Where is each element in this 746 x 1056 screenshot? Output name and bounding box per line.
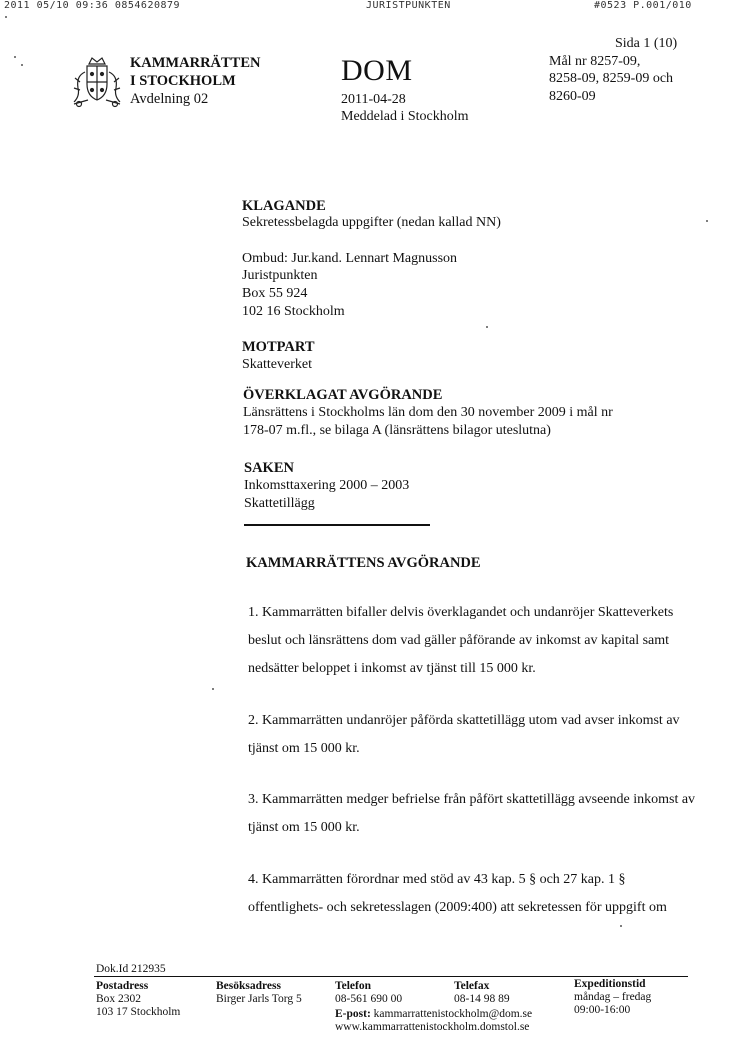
- klagande-text: Sekretessbelagda uppgifter (nedan kallad NN): [242, 215, 501, 230]
- case-number-line3: 8260-09: [549, 89, 596, 104]
- saken-line: Inkomsttaxering 2000 – 2003: [244, 478, 410, 493]
- footer-telefon: Telefon 08-561 690 00: [335, 980, 403, 1005]
- klagande-heading: KLAGANDE: [242, 198, 326, 214]
- footer-telefax: Telefax 08-14 98 89: [454, 980, 510, 1005]
- avgorande-paragraph-3: 3. Kammarrätten medger befrielse från påfört skattetillägg avseende inkomst av tjänst om 15 000 kr.: [248, 792, 696, 835]
- overklagat-heading: ÖVERKLAGAT AVGÖRANDE: [243, 387, 443, 403]
- ombud-line: Box 55 924: [242, 286, 308, 301]
- overklagat-line: Länsrättens i Stockholms län dom den 30 november 2009 i mål nr: [243, 405, 613, 420]
- document-place: Meddelad i Stockholm: [341, 109, 469, 124]
- avgorande-paragraph-4: 4. Kammarrätten förordnar med stöd av 43 kap. 5 § och 27 kap. 1 § offentlighets- och sekretesslagen (2009:400) att sekretessen för uppgift om: [248, 872, 667, 915]
- page-number: Sida 1 (10): [615, 36, 678, 51]
- fax-header-right: #0523 P.001/010: [594, 0, 692, 11]
- case-number-line1: Mål nr 8257-09,: [549, 54, 641, 69]
- saken-heading: SAKEN: [244, 460, 294, 476]
- motpart-text: Skatteverket: [242, 357, 312, 372]
- scan-speck: [212, 688, 214, 690]
- footer-postadress: Postadress Box 2302 103 17 Stockholm: [96, 980, 181, 1018]
- scan-speck: [620, 925, 622, 927]
- ombud-line: Ombud: Jur.kand. Lennart Magnusson: [242, 251, 458, 266]
- avgorande-paragraph-1: 1. Kammarrätten bifaller delvis överklagandet och undanröjer Skatteverkets beslut och länsrättens dom vad gäller påförande av inkomst av kapital samt nedsätter beloppet i inkomst av tjänst till 15 000 kr.: [248, 605, 674, 676]
- court-division: Avdelning 02: [130, 91, 209, 107]
- scan-speck: [5, 16, 7, 18]
- document-title: DOM: [341, 54, 413, 87]
- scan-speck: [21, 64, 23, 66]
- fax-header-center: JURISTPUNKTEN: [366, 0, 451, 11]
- scan-speck: [14, 56, 16, 58]
- footer-besoksadress: Besöksadress Birger Jarls Torg 5: [216, 980, 302, 1005]
- footer-expeditionstid: Expeditionstid måndag – fredag 09:00-16:00: [574, 978, 652, 1016]
- ombud-line: 102 16 Stockholm: [242, 304, 345, 319]
- avgorande-heading: KAMMARRÄTTENS AVGÖRANDE: [246, 555, 481, 571]
- section-divider: [244, 524, 430, 526]
- court-name-line1: KAMMARRÄTTEN: [130, 55, 261, 71]
- ombud-line: Juristpunkten: [242, 268, 318, 283]
- court-name-line2: I STOCKHOLM: [130, 73, 236, 89]
- footer-rule: [94, 976, 688, 977]
- avgorande-paragraph-2: 2. Kammarrätten undanröjer påförda skattetillägg utom vad avser inkomst av tjänst om 15 000 kr.: [248, 713, 680, 756]
- footer-epost: E-post: kammarrattenistockholm@dom.se www.kammarrattenistockholm.domstol.se: [335, 1008, 533, 1033]
- scan-speck: [706, 220, 708, 222]
- scan-speck: [486, 326, 488, 328]
- overklagat-line: 178-07 m.fl., se bilaga A (länsrättens bilagor uteslutna): [243, 423, 551, 438]
- coat-of-arms-icon: [70, 54, 124, 110]
- document-id: Dok.Id 212935: [96, 963, 166, 975]
- saken-line: Skattetillägg: [244, 496, 315, 511]
- case-number-line2: 8258-09, 8259-09 och: [549, 71, 674, 86]
- motpart-heading: MOTPART: [242, 339, 315, 355]
- document-date: 2011-04-28: [341, 92, 406, 107]
- fax-header-left: 2011 05/10 09:36 0854620879: [4, 0, 181, 11]
